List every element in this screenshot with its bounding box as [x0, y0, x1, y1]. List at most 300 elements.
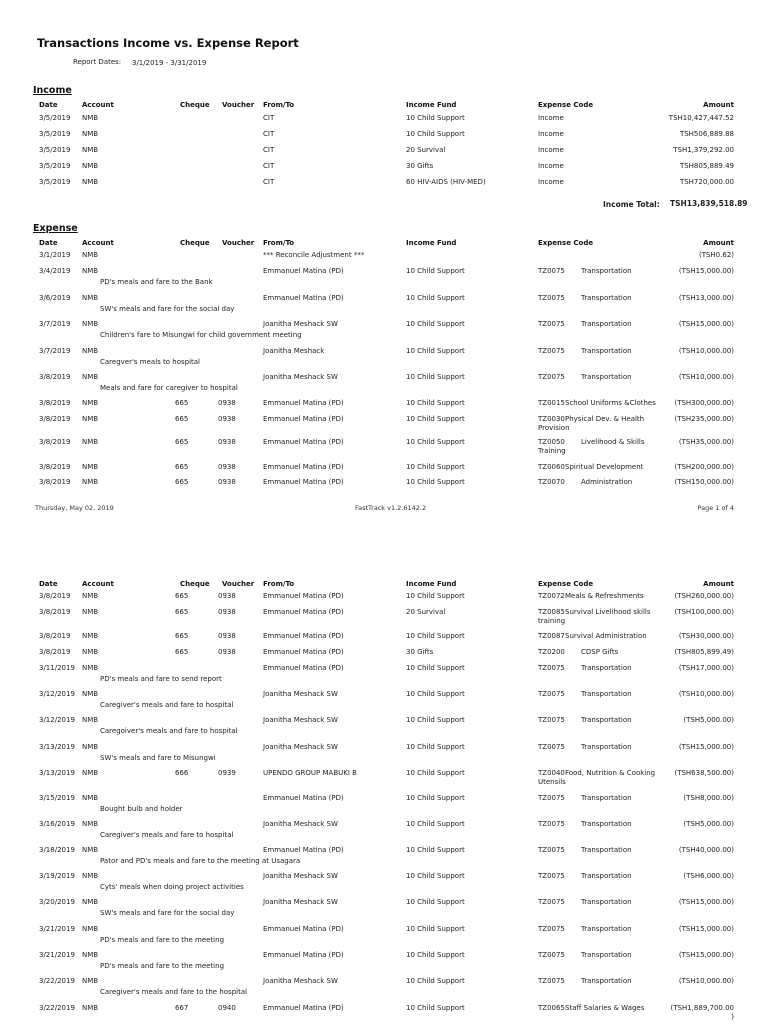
row-memo: PD's meals and fare to the Bank: [100, 278, 213, 286]
row-amount: (TSH10,000.00): [678, 347, 734, 355]
row-amount: (TSH5,000.00): [683, 716, 734, 724]
row-income-fund: 60 HIV-AIDS (HIV-MED): [406, 178, 486, 186]
row-income-fund: 10 Child Support: [406, 399, 465, 407]
row-date: 3/8/2019: [39, 463, 71, 471]
row-date: 3/8/2019: [39, 399, 71, 407]
row-memo: Caregiver's meals and fare to the hospital: [100, 988, 248, 996]
row-income-fund: 10 Child Support: [406, 664, 465, 672]
row-account: NMB: [82, 648, 99, 656]
row-account: NMB: [82, 146, 99, 154]
row-from-to: Joanitha Meshack SW: [263, 743, 338, 751]
col-header-cheque: Cheque: [180, 580, 210, 588]
row-account: NMB: [82, 608, 99, 616]
row-amount: (TSH5,000.00): [683, 820, 734, 828]
row-date: 3/7/2019: [39, 320, 71, 328]
row-expense-description: School Uniforms &Clothes: [565, 399, 656, 407]
row-income-fund: 10 Child Support: [406, 114, 465, 122]
row-amount: (TSH15,000.00): [678, 320, 734, 328]
row-cheque: 665: [175, 592, 189, 600]
col-header-income-fund: Income Fund: [406, 101, 457, 109]
row-cheque: 665: [175, 399, 189, 407]
row-expense-code: TZ0075: [538, 664, 565, 672]
row-expense-description: Transportation: [581, 846, 632, 854]
row-date: 3/8/2019: [39, 592, 71, 600]
row-amount: (TSH15,000.00): [678, 898, 734, 906]
row-amount: TSH10,427,447.52: [668, 114, 734, 122]
row-expense-code: TZ0065: [538, 1004, 565, 1012]
row-account: NMB: [82, 664, 99, 672]
row-voucher: 0938: [218, 399, 236, 407]
row-from-to: Emmanuel Matina (PD): [263, 925, 344, 933]
row-date: 3/19/2019: [39, 872, 75, 880]
col-header-from-to: From/To: [263, 101, 295, 109]
row-income-fund: 10 Child Support: [406, 415, 465, 423]
income-heading: Income: [33, 85, 72, 96]
row-expense-code-cont: training: [538, 617, 566, 625]
row-expense-description: Transportation: [581, 898, 632, 906]
row-account: NMB: [82, 951, 99, 959]
row-cheque: 665: [175, 648, 189, 656]
row-expense-code: TZ0200: [538, 648, 565, 656]
row-from-to: Emmanuel Matina (PD): [263, 794, 344, 802]
row-memo: SW's meals and fare for the social day: [100, 305, 235, 313]
row-account: NMB: [82, 373, 99, 381]
row-account: NMB: [82, 162, 99, 170]
row-amount: (TSH15,000.00): [678, 743, 734, 751]
col-header-voucher: Voucher: [222, 580, 255, 588]
row-expense-code: TZ0075: [538, 794, 565, 802]
row-date: 3/12/2019: [39, 690, 75, 698]
row-voucher: 0938: [218, 438, 236, 446]
row-income-fund: 10 Child Support: [406, 320, 465, 328]
col-header-amount: Amount: [703, 101, 734, 109]
row-amount: (TSH30,000.00): [678, 632, 734, 640]
row-from-to: Emmanuel Matina (PD): [263, 664, 344, 672]
footer-app-version: FastTrack v1.2.6142.2: [355, 504, 427, 512]
row-memo: SW's meals and fare for the social day: [100, 909, 235, 917]
row-account: NMB: [82, 716, 99, 724]
row-account: NMB: [82, 794, 99, 802]
row-expense-description: Transportation: [581, 743, 632, 751]
row-expense-code: TZ0075: [538, 898, 565, 906]
row-expense-code: TZ0075: [538, 716, 565, 724]
row-memo: SW's meals and fare to Misungwi: [100, 754, 216, 762]
row-account: NMB: [82, 438, 99, 446]
col-header-income-fund: Income Fund: [406, 580, 457, 588]
row-expense-code: TZ0087: [538, 632, 565, 640]
row-account: NMB: [82, 178, 99, 186]
row-expense-description: Administration: [581, 478, 633, 486]
row-account: NMB: [82, 294, 99, 302]
row-memo: PD's meals and fare to the meeting: [100, 936, 225, 944]
report-dates-value: 3/1/2019 - 3/31/2019: [132, 59, 207, 67]
row-expense-description: Transportation: [581, 320, 632, 328]
row-expense-description: Transportation: [581, 267, 632, 275]
row-expense-code: TZ0070: [538, 478, 565, 486]
row-from-to: Emmanuel Matina (PD): [263, 648, 344, 656]
col-header-amount: Amount: [703, 239, 734, 247]
row-from-to: Joanitha Meshack: [263, 347, 325, 355]
row-cheque: 665: [175, 608, 189, 616]
col-header-income-fund: Income Fund: [406, 239, 457, 247]
row-from-to: Joanitha Meshack SW: [263, 320, 338, 328]
row-voucher: 0938: [218, 415, 236, 423]
row-from-to: Emmanuel Matina (PD): [263, 415, 344, 423]
row-cheque: 666: [175, 769, 189, 777]
row-amount: (TSH0.62): [698, 251, 734, 259]
row-account: NMB: [82, 347, 99, 355]
row-date: 3/5/2019: [39, 146, 71, 154]
row-expense-code: TZ0075: [538, 690, 565, 698]
row-income-fund: 10 Child Support: [406, 1004, 465, 1012]
row-account: NMB: [82, 114, 99, 122]
row-date: 3/18/2019: [39, 846, 75, 854]
row-income-fund: 10 Child Support: [406, 872, 465, 880]
row-expense-description: Staff Salaries & Wages: [565, 1004, 645, 1012]
row-date: 3/5/2019: [39, 162, 71, 170]
row-from-to: CIT: [263, 130, 275, 138]
row-income-fund: 10 Child Support: [406, 267, 465, 275]
row-income-fund: 10 Child Support: [406, 294, 465, 302]
row-expense-description: Income: [538, 146, 564, 154]
col-header-amount: Amount: [703, 580, 734, 588]
row-amount: (TSH638,500.00): [674, 769, 734, 777]
row-cheque: 665: [175, 478, 189, 486]
row-cheque: 665: [175, 632, 189, 640]
row-expense-code: TZ0075: [538, 951, 565, 959]
row-expense-description: Spiritual Development: [565, 463, 644, 471]
row-expense-description: Transportation: [581, 872, 632, 880]
row-amount: (TSH260,000.00): [674, 592, 734, 600]
row-from-to: Joanitha Meshack SW: [263, 716, 338, 724]
row-date: 3/11/2019: [39, 664, 75, 672]
row-memo: Bought bulb and holder: [100, 805, 183, 813]
row-from-to: CIT: [263, 114, 275, 122]
col-header-from-to: From/To: [263, 239, 295, 247]
report-title: Transactions Income vs. Expense Report: [37, 36, 299, 50]
row-amount: (TSH1,889,700.00: [670, 1004, 734, 1012]
row-date: 3/13/2019: [39, 743, 75, 751]
col-header-account: Account: [82, 101, 114, 109]
row-cheque: 667: [175, 1004, 189, 1012]
row-expense-description: Transportation: [581, 716, 632, 724]
row-income-fund: 10 Child Support: [406, 846, 465, 854]
row-account: NMB: [82, 925, 99, 933]
row-amount: (TSH235,000.00): [674, 415, 734, 423]
row-expense-code: TZ0075: [538, 977, 565, 985]
row-date: 3/5/2019: [39, 114, 71, 122]
row-expense-code: TZ0075: [538, 320, 565, 328]
row-expense-code: TZ0015: [538, 399, 565, 407]
row-from-to: Emmanuel Matina (PD): [263, 632, 344, 640]
row-amount: (TSH8,000.00): [683, 794, 734, 802]
col-header-cheque: Cheque: [180, 101, 210, 109]
row-cheque: 665: [175, 415, 189, 423]
row-expense-code: TZ0075: [538, 373, 565, 381]
row-memo: Caregiver's meals and fare to hospital: [100, 831, 234, 839]
income-total-label: Income Total:: [603, 200, 660, 209]
row-account: NMB: [82, 690, 99, 698]
row-account: NMB: [82, 592, 99, 600]
row-expense-code: TZ0050: [538, 438, 565, 446]
row-expense-description: Income: [538, 162, 564, 170]
col-header-cheque: Cheque: [180, 239, 210, 247]
row-amount: (TSH15,000.00): [678, 951, 734, 959]
row-income-fund: 10 Child Support: [406, 769, 465, 777]
row-date: 3/5/2019: [39, 130, 71, 138]
row-expense-description: Transportation: [581, 925, 632, 933]
row-amount-cont: ): [731, 1013, 734, 1021]
row-income-fund: 10 Child Support: [406, 438, 465, 446]
row-expense-description: Transportation: [581, 294, 632, 302]
row-voucher: 0940: [218, 1004, 236, 1012]
row-account: NMB: [82, 399, 99, 407]
row-expense-description: Transportation: [581, 794, 632, 802]
col-header-account: Account: [82, 580, 114, 588]
row-income-fund: 10 Child Support: [406, 716, 465, 724]
row-income-fund: 10 Child Support: [406, 794, 465, 802]
row-expense-description: Transportation: [581, 373, 632, 381]
row-memo: Caregiver's meals and fare to hospital: [100, 701, 234, 709]
row-from-to: CIT: [263, 162, 275, 170]
row-amount: (TSH150,000.00): [674, 478, 734, 486]
row-amount: (TSH40,000.00): [678, 846, 734, 854]
row-expense-description: Income: [538, 114, 564, 122]
row-expense-code: TZ0075: [538, 267, 565, 275]
row-account: NMB: [82, 977, 99, 985]
row-expense-code-cont: Provision: [538, 424, 570, 432]
row-voucher: 0938: [218, 648, 236, 656]
row-from-to: Joanitha Meshack SW: [263, 898, 338, 906]
row-amount: (TSH10,000.00): [678, 373, 734, 381]
row-account: NMB: [82, 769, 99, 777]
row-voucher: 0939: [218, 769, 236, 777]
row-amount: (TSH13,000.00): [678, 294, 734, 302]
row-amount: TSH506,889.88: [679, 130, 734, 138]
row-expense-description: Transportation: [581, 347, 632, 355]
row-date: 3/13/2019: [39, 769, 75, 777]
row-from-to: Joanitha Meshack SW: [263, 820, 338, 828]
row-income-fund: 10 Child Support: [406, 478, 465, 486]
row-date: 3/8/2019: [39, 415, 71, 423]
row-income-fund: 20 Survival: [406, 608, 446, 616]
row-from-to: Emmanuel Matina (PD): [263, 592, 344, 600]
row-from-to: Emmanuel Matina (PD): [263, 438, 344, 446]
row-cheque: 665: [175, 438, 189, 446]
row-expense-code: TZ0075: [538, 820, 565, 828]
row-memo: Cyts' meals when doing project activities: [100, 883, 244, 891]
report-dates-label: Report Dates:: [73, 58, 122, 66]
row-expense-description: Income: [538, 130, 564, 138]
row-account: NMB: [82, 1004, 99, 1012]
row-expense-code: TZ0075: [538, 743, 565, 751]
row-date: 3/7/2019: [39, 347, 71, 355]
col-header-from-to: From/To: [263, 580, 295, 588]
row-expense-description: Income: [538, 178, 564, 186]
row-account: NMB: [82, 820, 99, 828]
row-memo: Pator and PD's meals and fare to the meeting at Usagara: [100, 857, 301, 865]
row-memo: Meals and fare for caregiver to hospital: [100, 384, 238, 392]
row-expense-description: Transportation: [581, 664, 632, 672]
row-expense-code-cont: Training: [538, 447, 566, 455]
row-income-fund: 30 Gifts: [406, 648, 434, 656]
row-expense-description: Food, Nutrition & Cooking: [565, 769, 656, 777]
row-from-to: CIT: [263, 146, 275, 154]
col-header-voucher: Voucher: [222, 239, 255, 247]
row-expense-code: TZ0075: [538, 347, 565, 355]
row-expense-description: Transportation: [581, 690, 632, 698]
col-header-expense-code: Expense Code: [538, 580, 594, 588]
row-from-to: Joanitha Meshack SW: [263, 690, 338, 698]
row-date: 3/12/2019: [39, 716, 75, 724]
row-memo: PD's meals and fare to send report: [100, 675, 222, 683]
income-total-value: TSH13,839,518.89: [670, 199, 748, 208]
row-date: 3/22/2019: [39, 977, 75, 985]
col-header-date: Date: [39, 239, 58, 247]
row-date: 3/16/2019: [39, 820, 75, 828]
row-account: NMB: [82, 872, 99, 880]
row-account: NMB: [82, 415, 99, 423]
row-date: 3/8/2019: [39, 478, 71, 486]
row-from-to: Emmanuel Matina (PD): [263, 951, 344, 959]
row-account: NMB: [82, 130, 99, 138]
row-amount: (TSH6,000.00): [683, 872, 734, 880]
footer-page-number: Page 1 of 4: [697, 504, 734, 512]
row-expense-code: TZ0085: [538, 608, 565, 616]
row-date: 3/8/2019: [39, 373, 71, 381]
row-income-fund: 10 Child Support: [406, 347, 465, 355]
footer-date: Thursday, May 02, 2019: [35, 504, 114, 512]
row-voucher: 0938: [218, 632, 236, 640]
row-account: NMB: [82, 478, 99, 486]
row-amount: (TSH15,000.00): [678, 267, 734, 275]
row-account: NMB: [82, 846, 99, 854]
row-expense-code: TZ0075: [538, 846, 565, 854]
row-income-fund: 10 Child Support: [406, 925, 465, 933]
row-from-to: Emmanuel Matina (PD): [263, 846, 344, 854]
row-date: 3/20/2019: [39, 898, 75, 906]
row-account: NMB: [82, 320, 99, 328]
row-income-fund: 20 Survival: [406, 146, 446, 154]
row-expense-code: TZ0075: [538, 872, 565, 880]
row-date: 3/8/2019: [39, 608, 71, 616]
row-amount: TSH720,000.00: [679, 178, 734, 186]
col-header-voucher: Voucher: [222, 101, 255, 109]
row-expense-description: Survival Livelihood skills: [565, 608, 651, 616]
col-header-expense-code: Expense Code: [538, 239, 594, 247]
row-memo: Caregoiver's meals and fare to hospital: [100, 727, 238, 735]
row-expense-description: Meals & Refreshments: [565, 592, 644, 600]
row-amount: (TSH17,000.00): [678, 664, 734, 672]
row-expense-code: TZ0072: [538, 592, 565, 600]
row-from-to: Emmanuel Matina (PD): [263, 1004, 344, 1012]
row-amount: (TSH300,000.00): [674, 399, 734, 407]
row-from-to: Joanitha Meshack SW: [263, 977, 338, 985]
row-date: 3/4/2019: [39, 267, 71, 275]
row-memo: Caregver's meals to hospital: [100, 358, 200, 366]
row-expense-code-cont: Utensils: [538, 778, 566, 786]
row-date: 3/21/2019: [39, 951, 75, 959]
row-income-fund: 10 Child Support: [406, 592, 465, 600]
row-from-to: Joanitha Meshack SW: [263, 373, 338, 381]
row-date: 3/8/2019: [39, 632, 71, 640]
row-amount: (TSH15,000.00): [678, 925, 734, 933]
row-memo: Children's fare to Misungwi for child government meeting: [100, 331, 302, 339]
row-date: 3/5/2019: [39, 178, 71, 186]
row-expense-description: Livelihood & Skills: [581, 438, 645, 446]
row-income-fund: 10 Child Support: [406, 820, 465, 828]
row-account: NMB: [82, 898, 99, 906]
col-header-date: Date: [39, 580, 58, 588]
row-date: 3/8/2019: [39, 648, 71, 656]
row-income-fund: 10 Child Support: [406, 690, 465, 698]
row-income-fund: 10 Child Support: [406, 743, 465, 751]
row-amount: (TSH100,000.00): [674, 608, 734, 616]
col-header-expense-code: Expense Code: [538, 101, 594, 109]
row-expense-code: TZ0030: [538, 415, 565, 423]
row-amount: TSH1,379,292.00: [673, 146, 734, 154]
row-date: 3/6/2019: [39, 294, 71, 302]
row-account: NMB: [82, 463, 99, 471]
row-account: NMB: [82, 267, 99, 275]
row-expense-description: Transportation: [581, 977, 632, 985]
row-from-to: Emmanuel Matina (PD): [263, 478, 344, 486]
row-voucher: 0938: [218, 592, 236, 600]
row-from-to: Emmanuel Matina (PD): [263, 608, 344, 616]
row-from-to: CIT: [263, 178, 275, 186]
row-expense-code: TZ0040: [538, 769, 565, 777]
row-account: NMB: [82, 743, 99, 751]
row-amount: (TSH35,000.00): [678, 438, 734, 446]
row-expense-description: Transportation: [581, 820, 632, 828]
expense-heading: Expense: [33, 223, 78, 234]
row-from-to: *** Reconcile Adjustment ***: [263, 251, 365, 259]
row-voucher: 0938: [218, 478, 236, 486]
row-account: NMB: [82, 632, 99, 640]
row-income-fund: 10 Child Support: [406, 977, 465, 985]
row-expense-description: Transportation: [581, 951, 632, 959]
row-expense-description: Physical Dev. & Health: [565, 415, 645, 423]
row-income-fund: 10 Child Support: [406, 373, 465, 381]
row-income-fund: 10 Child Support: [406, 463, 465, 471]
row-income-fund: 10 Child Support: [406, 632, 465, 640]
row-amount: TSH805,889.49: [679, 162, 734, 170]
row-income-fund: 30 Gifts: [406, 162, 434, 170]
row-expense-code: TZ0060: [538, 463, 565, 471]
col-header-account: Account: [82, 239, 114, 247]
row-expense-description: CDSP Gifts: [581, 648, 619, 656]
col-header-date: Date: [39, 101, 58, 109]
row-date: 3/8/2019: [39, 438, 71, 446]
row-from-to: Emmanuel Matina (PD): [263, 294, 344, 302]
row-memo: PD's meals and fare to the meeting: [100, 962, 225, 970]
row-date: 3/1/2019: [39, 251, 71, 259]
row-date: 3/22/2019: [39, 1004, 75, 1012]
row-date: 3/15/2019: [39, 794, 75, 802]
row-expense-code: TZ0075: [538, 925, 565, 933]
row-income-fund: 10 Child Support: [406, 898, 465, 906]
row-from-to: Emmanuel Matina (PD): [263, 399, 344, 407]
row-income-fund: 10 Child Support: [406, 130, 465, 138]
row-income-fund: 10 Child Support: [406, 951, 465, 959]
row-from-to: UPENDO GROUP MABUKI B: [263, 769, 357, 777]
row-voucher: 0938: [218, 463, 236, 471]
row-amount: (TSH200,000.00): [674, 463, 734, 471]
row-from-to: Joanitha Meshack SW: [263, 872, 338, 880]
row-account: NMB: [82, 251, 99, 259]
row-amount: (TSH10,000.00): [678, 690, 734, 698]
row-expense-description: Survival Administration: [565, 632, 647, 640]
